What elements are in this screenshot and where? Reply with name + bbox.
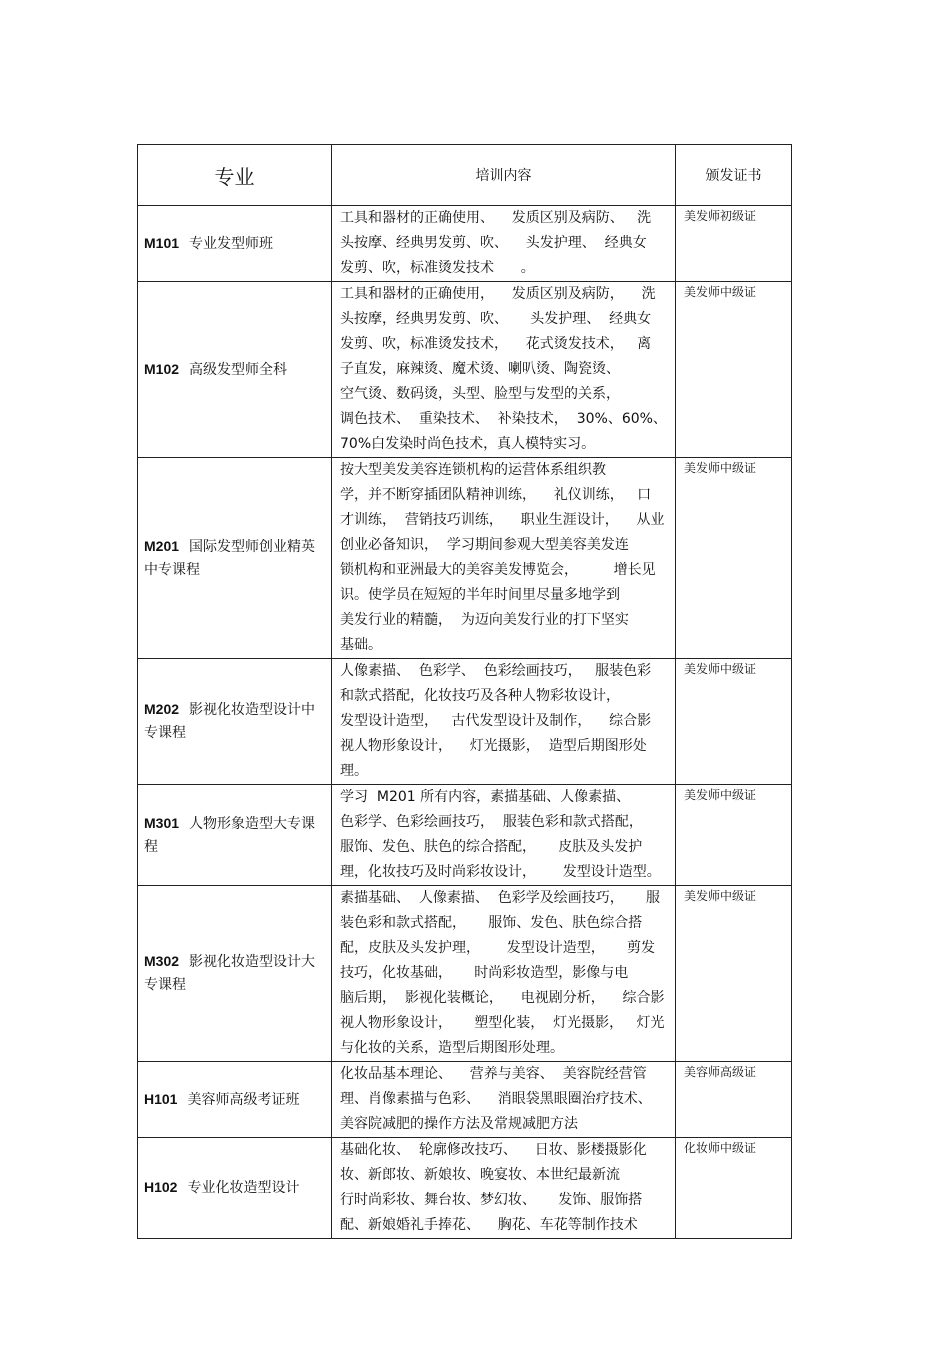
content-line: 创业必备知识， 学习期间参观大型美容美发连 [340, 537, 629, 553]
content-line: 人像素描、 色彩学、 色彩绘画技巧， 服装色彩 [340, 663, 652, 679]
content-line: 和款式搭配，化妆技巧及各种人物彩妆设计， [340, 688, 620, 704]
content-line: 理，化妆技巧及时尚彩妆设计， 发型设计造型。 [340, 864, 661, 880]
header-major: 专业 [138, 145, 332, 206]
training-content-cell [332, 785, 676, 886]
content-line: 化妆品基本理论、 营养与美容、 美容院经营管 [340, 1066, 647, 1082]
certificate-cell: 美发师初级证 [676, 206, 792, 282]
course-name: 美容师高级考证班 [187, 1091, 300, 1108]
content-line: 基础。 [340, 637, 382, 653]
table-row [138, 206, 792, 282]
content-line: 发剪、吹，标准烫发技术， 花式烫发技术， 离 [340, 336, 652, 352]
certificate-cell: 美容师高级证 [676, 1062, 792, 1138]
course-code: M101 [144, 234, 180, 251]
content-line: 70%白发染时尚色技术，真人模特实习。 [340, 436, 596, 452]
content-line: 妆、新郎妆、新娘妆、晚宴妆、本世纪最新流 [340, 1167, 620, 1183]
certificate-cell: 美发师中级证 [676, 785, 792, 886]
content-line: 服饰、发色、肤色的综合搭配， 皮肤及头发护 [340, 839, 643, 855]
content-line: 工具和器材的正确使用、 发质区别及病防、 洗 [340, 210, 652, 226]
content-line: 脑后期， 影视化装概论， 电视剧分析， 综合影 [340, 990, 665, 1006]
content-line: 识。使学员在短短的半年时间里尽量多地学到 [340, 587, 620, 603]
course-code: M201 [144, 537, 180, 554]
major-cell [138, 1138, 332, 1239]
training-content-cell [332, 1138, 676, 1239]
major-cell [138, 206, 332, 282]
content-line: 才训练， 营销技巧训练， 职业生涯设计， 从业 [340, 512, 665, 528]
major-cell [138, 1062, 332, 1138]
course-name: 专业化妆造型设计 [187, 1180, 300, 1196]
course-name: 人物形象造型大专课程 [144, 815, 316, 855]
content-line: 锁机构和亚洲最大的美容美发博览会， 增长见 [340, 562, 656, 578]
content-line: 发型设计造型， 古代发型设计及制作， 综合影 [340, 713, 652, 729]
table-row [138, 659, 792, 785]
content-line: 理。 [340, 763, 368, 779]
certificate-cell: 美发师中级证 [676, 659, 792, 785]
certificate-cell: 化妆师中级证 [676, 1138, 792, 1239]
content-line: 工具和器材的正确使用， 发质区别及病防， 洗 [340, 286, 656, 302]
major-cell [138, 785, 332, 886]
content-line: 技巧，化妆基础， 时尚彩妆造型，影像与电 [340, 965, 629, 981]
content-line: 素描基础、 人像素描、 色彩学及绘画技巧， 服 [340, 890, 661, 906]
course-code: M302 [144, 953, 180, 969]
header-certificate: 颁发证书 [676, 145, 792, 206]
table-row [138, 1138, 792, 1239]
content-line: 学，并不断穿插团队精神训练， 礼仪训练， 口 [340, 487, 652, 503]
table-header-row [138, 145, 792, 206]
content-line: 美发行业的精髓， 为迈向美发行业的打下坚实 [340, 612, 629, 628]
content-line: 头按摩、经典男发剪、吹、 头发护理、 经典女 [340, 235, 647, 251]
content-line: 色彩学、色彩绘画技巧， 服装色彩和款式搭配， [340, 814, 643, 830]
table-body [138, 206, 792, 1239]
table-row [138, 1062, 792, 1138]
content-line: 理、肖像素描与色彩、 消眼袋黑眼圈治疗技术、 [340, 1091, 652, 1107]
training-content-cell [332, 659, 676, 785]
content-line: 装色彩和款式搭配， 服饰、发色、肤色综合搭 [340, 915, 643, 931]
course-name: 高级发型师全科 [189, 361, 288, 378]
major-cell [138, 659, 332, 785]
course-code: M102 [144, 360, 180, 377]
content-line: 调色技术、 重染技术、 补染技术， 30%、60%、 [340, 411, 667, 427]
course-code: M301 [144, 814, 180, 831]
content-line: 基础化妆、 轮廓修改技巧、 日妆、影楼摄影化 [340, 1142, 647, 1158]
training-content-cell [332, 282, 676, 458]
course-name: 影视化妆造型设计大专课程 [144, 954, 316, 993]
table-row [138, 458, 792, 659]
certificate-cell: 美发师中级证 [676, 458, 792, 659]
content-line: 配，皮肤及头发护理， 发型设计造型， 剪发 [340, 940, 655, 956]
content-line: 发剪、吹，标准烫发技术 。 [340, 260, 535, 276]
table-row [138, 886, 792, 1062]
certificate-cell: 美发师中级证 [676, 886, 792, 1062]
content-line: 美容院减肥的操作方法及常规减肥方法 [340, 1116, 578, 1132]
content-line: 头按摩，经典男发剪、吹、 头发护理、 经典女 [340, 311, 652, 327]
major-cell [138, 282, 332, 458]
training-content-cell [332, 1062, 676, 1138]
table-row [138, 282, 792, 458]
major-cell [138, 886, 332, 1062]
content-line: 配、新娘婚礼手捧花、 胸花、车花等制作技术 [340, 1217, 638, 1233]
training-table [137, 144, 792, 1239]
content-line: 按大型美发美容连锁机构的运营体系组织教 [340, 462, 606, 478]
content-line: 视人物形象设计， 塑型化装， 灯光摄影， 灯光 [340, 1015, 665, 1031]
course-name: 专业发型师班 [189, 235, 274, 252]
training-content-cell [332, 886, 676, 1062]
training-content-cell [332, 458, 676, 659]
course-code: H101 [144, 1090, 178, 1107]
training-content-cell [332, 206, 676, 282]
content-line: 子直发，麻辣烫、魔术烫、喇叭烫、陶瓷烫、 [340, 361, 620, 377]
course-code: H102 [144, 1179, 178, 1195]
certificate-cell: 美发师中级证 [676, 282, 792, 458]
content-line: 学习 M201 所有内容，素描基础、人像素描、 [340, 789, 631, 805]
table-row [138, 785, 792, 886]
content-line: 视人物形象设计， 灯光摄影， 造型后期图形处 [340, 738, 647, 754]
header-training-content: 培训内容 [332, 145, 676, 206]
course-code: M202 [144, 701, 180, 717]
major-cell [138, 458, 332, 659]
content-line: 行时尚彩妆、舞台妆、梦幻妆、 发饰、服饰搭 [340, 1192, 643, 1208]
course-name: 国际发型师创业精英中专课程 [144, 538, 316, 578]
course-name: 影视化妆造型设计中专课程 [144, 702, 316, 741]
content-line: 空气烫、数码烫，头型、脸型与发型的关系， [340, 386, 620, 402]
training-table-sheet [137, 144, 791, 1239]
content-line: 与化妆的关系，造型后期图形处理。 [340, 1040, 564, 1056]
